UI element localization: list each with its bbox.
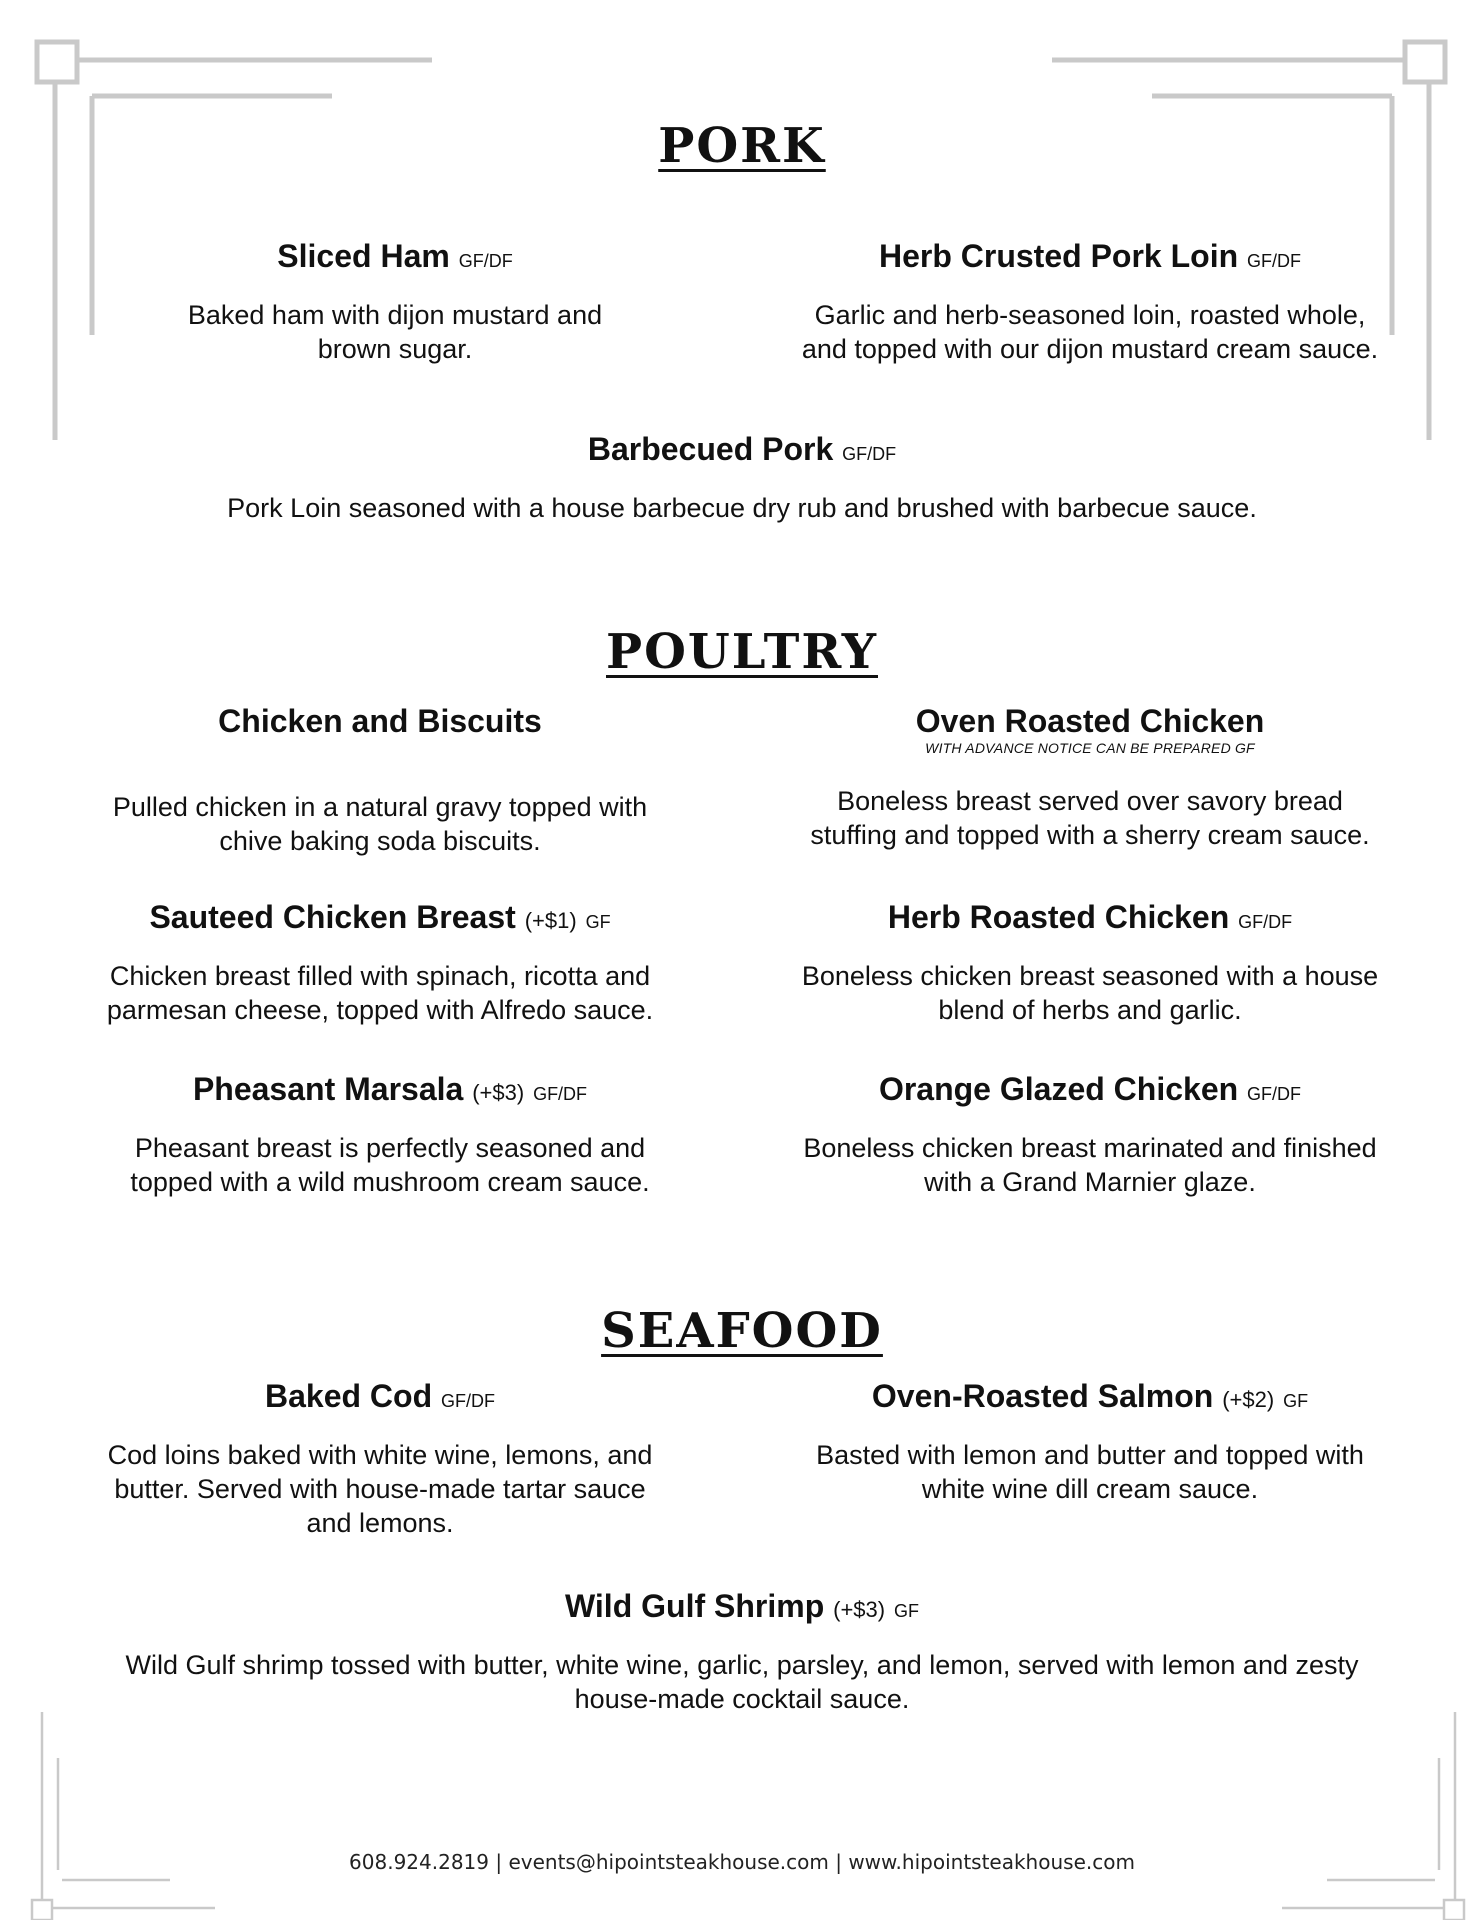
item-name: Herb Roasted Chicken [887,899,1230,935]
item-description: Pheasant breast is perfectly seasoned and topped with a wild mushroom cream sauce. [130,1133,650,1197]
diet-tag: GF [585,912,611,932]
item-description: Wild Gulf shrimp tossed with butter, white wine, garlic, parsley, and lemon, served with lemon and zesty house-made cocktail sauce. [125,1650,1359,1714]
diet-tag: GF/DF [458,251,513,271]
item-description: Baked ham with dijon mustard and brown sugar. [187,300,603,364]
diet-tag: GF/DF [1247,251,1302,271]
item-name: Wild Gulf Shrimp [564,1588,825,1624]
diet-tag: GF [1283,1391,1309,1411]
menu-item-pheasant-marsala [90,1070,690,1199]
price-upcharge: (+$1) [524,908,577,933]
item-name: Sauteed Chicken Breast [149,899,516,935]
menu-item-wild-gulf-shrimp [40,1587,1444,1716]
contact-footer: 608.924.2819 | events@hipointsteakhouse.com | www.hipointsteakhouse.com [349,1850,1135,1874]
diet-tag: GF [894,1601,919,1621]
item-description: Cod loins baked with white wine, lemons, and butter. Served with house-made tartar sauce and lemons. [107,1440,653,1538]
price-upcharge: (+$3) [472,1080,525,1105]
item-name: Baked Cod [264,1378,433,1414]
item-description: Chicken breast filled with spinach, ricotta and parmesan cheese, topped with Alfredo sauce. [106,961,654,1025]
item-name: Chicken and Biscuits [218,703,542,739]
price-upcharge: (+$2) [1222,1387,1275,1412]
menu-item-herb-crusted-pork-loin [760,237,1420,366]
item-description: Garlic and herb-seasoned loin, roasted whole, and topped with our dijon mustard cream sauce. [801,300,1379,364]
price-upcharge: (+$3) [833,1597,886,1622]
item-description: Boneless chicken breast seasoned with a house blend of herbs and garlic. [801,961,1379,1025]
menu-item-herb-roasted-chicken [760,898,1420,1027]
item-name: Herb Crusted Pork Loin [878,238,1239,274]
menu-item-sauteed-chicken-breast [80,898,680,1027]
item-description: Pork Loin seasoned with a house barbecue dry rub and brushed with barbecue sauce. [227,493,1257,523]
preparation-note: WITH ADVANCE NOTICE CAN BE PREPARED GF [925,740,1255,756]
section-heading-pork: PORK [658,118,826,174]
item-name: Orange Glazed Chicken [878,1071,1239,1107]
diet-tag: GF/DF [533,1084,588,1104]
section-heading-seafood: SEAFOOD [601,1303,883,1359]
item-name: Pheasant Marsala [192,1071,464,1107]
section-heading-poultry: POULTRY [606,624,878,680]
menu-item-oven-roasted-chicken [760,702,1420,852]
item-name: Sliced Ham [277,238,450,274]
menu-item-orange-glazed-chicken [760,1070,1420,1199]
item-description: Boneless chicken breast marinated and finished with a Grand Marnier glaze. [803,1133,1377,1197]
diet-tag: GF/DF [842,444,897,464]
item-description: Boneless breast served over savory bread stuffing and topped with a sherry cream sauce. [810,786,1370,850]
diet-tag: GF/DF [1238,912,1293,932]
menu-item-sliced-ham [95,237,695,366]
menu-item-barbecued-pork [100,430,1384,525]
menu-item-baked-cod [80,1377,680,1540]
item-description: Basted with lemon and butter and topped with white wine dill cream sauce. [816,1440,1364,1504]
diet-tag: GF/DF [441,1391,496,1411]
item-name: Oven-Roasted Salmon [871,1378,1214,1414]
item-description: Pulled chicken in a natural gravy topped with chive baking soda biscuits. [112,792,648,856]
item-name: Oven Roasted Chicken [915,703,1265,739]
menu-item-oven-roasted-salmon [760,1377,1420,1506]
diet-tag: GF/DF [1247,1084,1302,1104]
menu-item-chicken-and-biscuits [80,702,680,858]
item-name: Barbecued Pork [587,431,834,467]
